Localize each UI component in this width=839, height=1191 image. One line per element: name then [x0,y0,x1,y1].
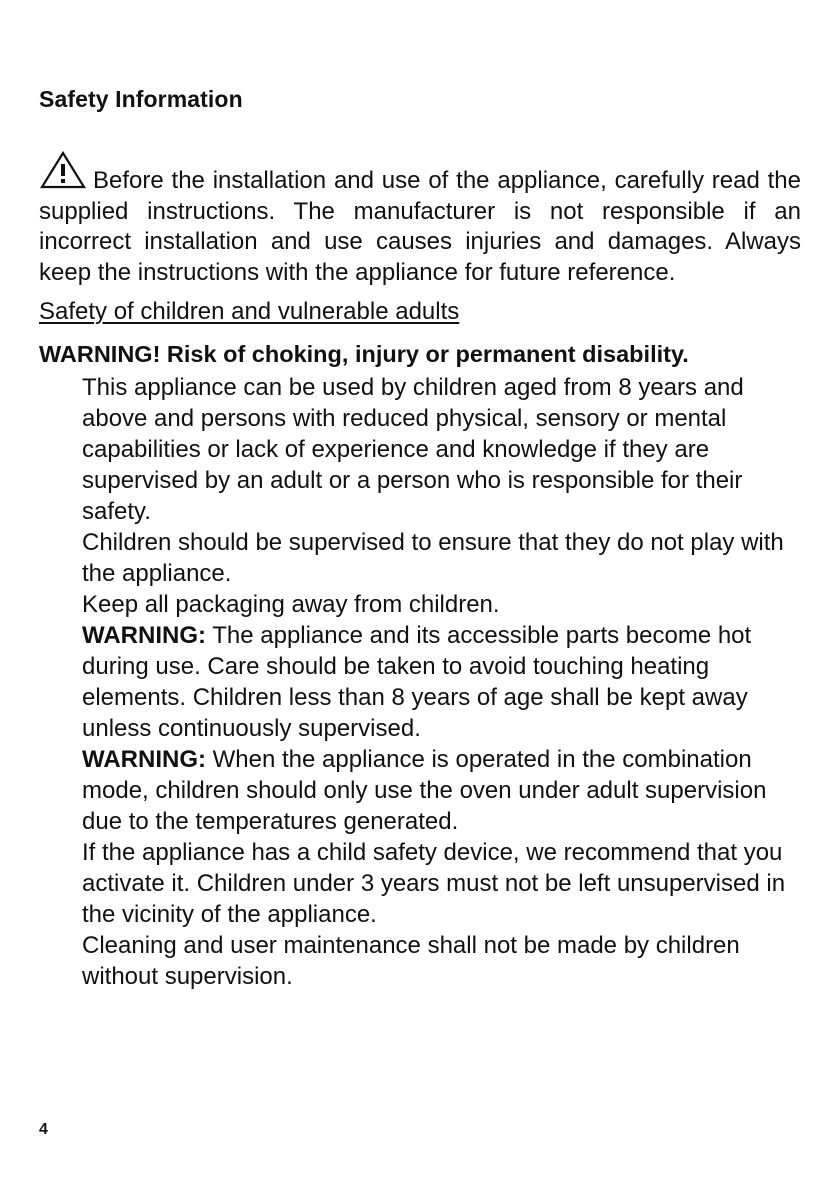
item-text: When the appliance is operated in the combination mode, children should only use the oven under adult supervision due to the temperatures generated. [82,746,767,835]
list-item [82,744,802,837]
item-text: If the appliance has a child safety device, we recommend that you activate it. Children under 3 years must not be left unsupervised in the vicinity of the appliance. [82,839,786,928]
list-item [82,930,802,992]
warning-heading: WARNING! Risk of choking, injury or permanent disability. [39,341,689,367]
item-text: This appliance can be used by children aged from 8 years and above and persons with reduced physical, sensory or mental capabilities or lack of experience and knowledge if they are supervised by an adult or a person who is responsible for their safety. [82,374,744,525]
item-text: Keep all packaging away from children. [82,591,500,618]
item-text: The appliance and its accessible parts become hot during use. Care should be taken to avoid touching heating elements. Children less than 8 years of age shall be kept away unless continuously supervised. [82,622,752,742]
page-number: 4 [39,1121,48,1138]
list-item [82,527,802,589]
list-item [82,837,802,930]
safety-instructions-list [82,372,802,992]
list-item [82,620,802,744]
intro-paragraph [39,150,801,289]
item-text: Children should be supervised to ensure that they do not play with the appliance. [82,529,784,587]
list-item [82,372,802,527]
subsection-title: Safety of children and vulnerable adults [39,298,460,325]
list-item [82,589,802,620]
item-label: WARNING: [82,746,206,773]
section-title: Safety Information [39,86,243,112]
warning-triangle-icon [39,150,87,190]
item-text: Cleaning and user maintenance shall not be made by children without supervision. [82,932,740,990]
item-label: WARNING: [82,622,206,649]
intro-text: Before the installation and use of the appliance, carefully read the supplied instructions. The manufacturer is not responsible if an incorrect installation and use causes injuries and damages. Always keep the instructions with the appliance for future reference. [39,167,801,287]
